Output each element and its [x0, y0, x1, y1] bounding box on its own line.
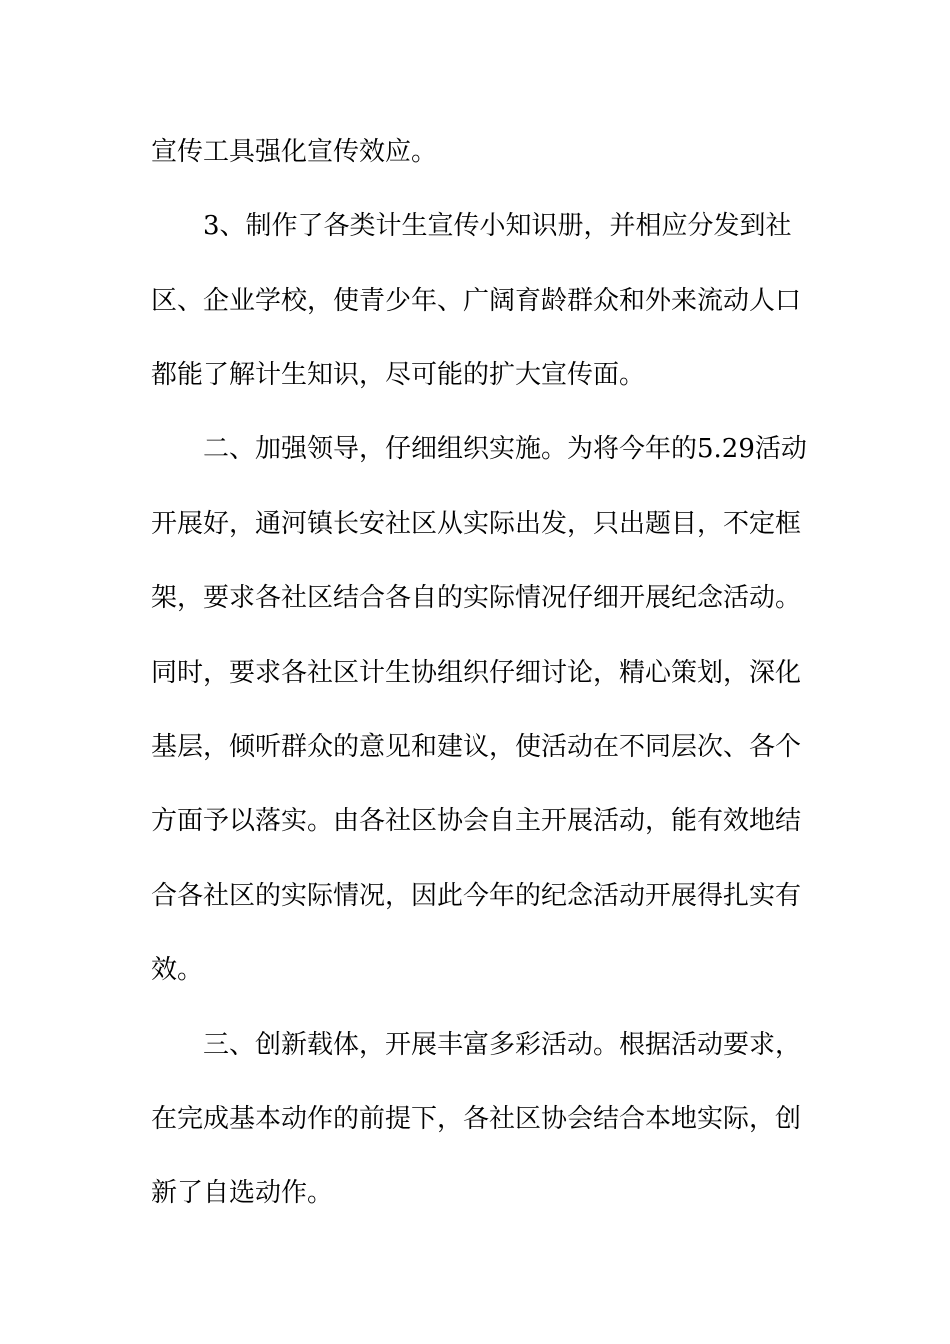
text-line: 二、加强领导，仔细组织实施。为将今年的5.29活动: [203, 434, 807, 464]
text-line: 3、制作了各类计生宣传小知识册，并相应分发到社: [203, 211, 792, 241]
text-line: 合各社区的实际情况，因此今年的纪念活动开展得扎实有: [151, 881, 802, 911]
text-line: 区、企业学校，使青少年、广阔育龄群众和外来流动人口: [151, 286, 802, 316]
text-line: 宣传工具强化宣传效应。: [151, 137, 438, 167]
text-line: 效。: [151, 955, 204, 985]
text-line: 开展好，通河镇长安社区从实际出发，只出题目，不定框: [151, 509, 802, 539]
text-line: 同时，要求各社区计生协组织仔细讨论，精心策划，深化: [151, 658, 802, 688]
text-line: 在完成基本动作的前提下，各社区协会结合本地实际，创: [151, 1104, 802, 1134]
text-line: 新了自选动作。: [151, 1178, 334, 1208]
text-line: 三、创新载体，开展丰富多彩活动。根据活动要求，: [203, 1030, 802, 1060]
text-line: 都能了解计生知识，尽可能的扩大宣传面。: [151, 360, 646, 390]
text-line: 基层，倾听群众的意见和建议，使活动在不同层次、各个: [151, 732, 802, 762]
text-line: 架，要求各社区结合各自的实际情况仔细开展纪念活动。: [151, 583, 802, 613]
text-line: 方面予以落实。由各社区协会自主开展活动，能有效地结: [151, 806, 802, 836]
